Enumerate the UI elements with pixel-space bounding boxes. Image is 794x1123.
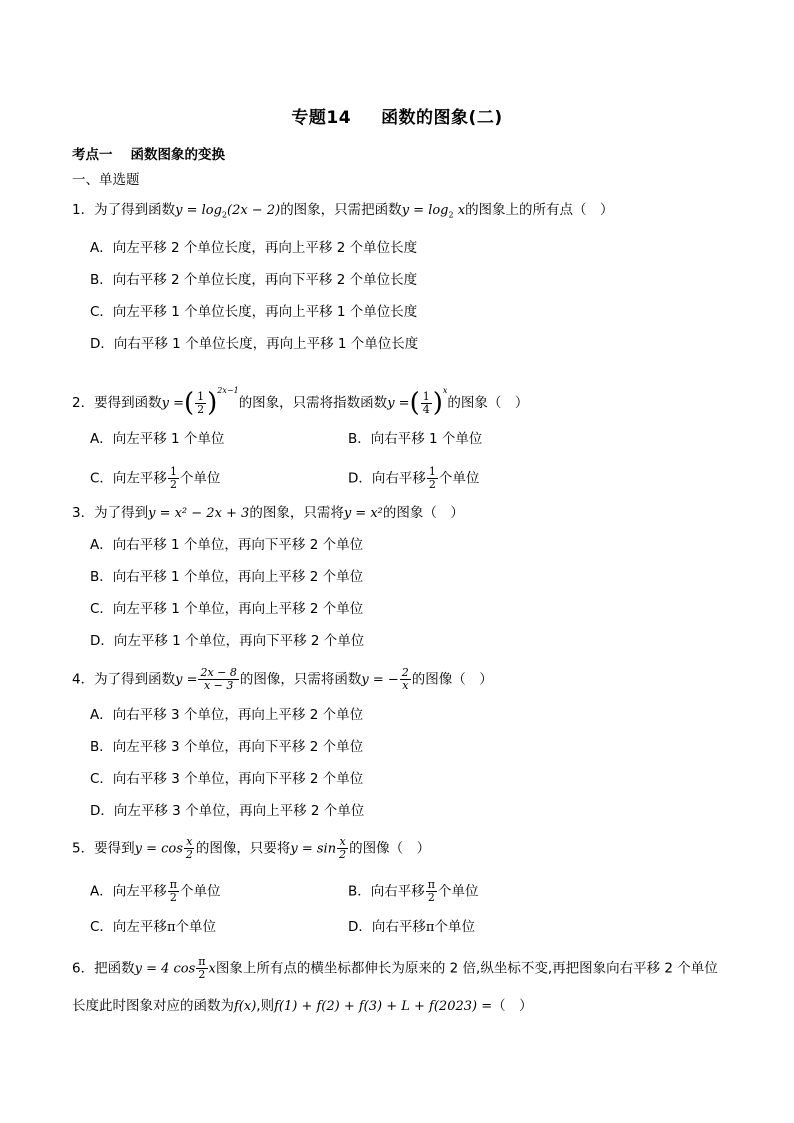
q3-prefix: 3．为了得到 [72,505,149,521]
q6-line-2-middle: ,则 [256,998,275,1014]
title-topic-number: 专题14 [291,108,352,128]
q4-lhs-2: y = − [361,672,399,688]
q2-fraction-2: $\frac{1}{4}$ [422,389,430,416]
q6-formula: y = 4 cos [134,961,196,977]
page-title [0,103,794,128]
q6-line-1-text: 图象上所有点的横坐标都伸长为原来的 2 倍,纵坐标不变,再把图象向右平移 2 个单位 [215,960,718,977]
question-3 [72,503,464,524]
q1-formula-2-base: 2 [448,210,454,220]
q5-option-d[interactable]: D．向右平移π个单位 [348,919,475,935]
question-1 [72,200,614,226]
q6-line-2-prefix: 长度此时图象对应的函数为 [72,998,234,1014]
question-4 [72,667,493,692]
q5-lhs-2: y = sin [290,841,337,857]
q5-prefix: 5．要得到 [72,840,135,857]
question-5 [72,836,430,861]
subsection-heading: 一、单选题 [72,172,140,188]
section-heading [72,145,225,165]
q4-middle: 的图像，只需将函数 [239,671,362,688]
q2-option-b[interactable]: B．向右平移 1 个单位 [348,431,483,447]
q1-option-a[interactable]: A．向左平移 2 个单位长度，再向上平移 2 个单位长度 [90,240,418,256]
q3-option-a[interactable]: A．向右平移 1 个单位，再向下平移 2 个单位 [90,537,364,553]
q4-option-d[interactable]: D．向左平移 3 个单位，再向上平移 2 个单位 [90,803,365,819]
q5-option-c[interactable]: C．向左平移π个单位 [90,919,216,935]
q5-fraction-1: $\frac{x}{2}$ [185,835,193,861]
q6-sum-expression: f(1) + f(2) + f(3) + L + f(2023) = [274,999,493,1014]
q1-formula-1-base: 2 [221,210,227,220]
section-label: 考点一 [72,147,113,163]
q6-function-name: f(x) [234,999,257,1014]
q2-option-c[interactable]: C．向左平移 $\frac{1}{2}$ 个单位 [90,465,221,491]
q1-suffix: 的图象上的所有点（ ） [465,202,614,218]
q3-option-d[interactable]: D．向左平移 1 个单位，再向下平移 2 个单位 [90,633,365,649]
q1-middle: 的图象，只需把函数 [280,202,402,218]
q2-exponent-1: 2x−1 [217,386,239,395]
q4-option-b[interactable]: B．向左平移 3 个单位，再向下平移 2 个单位 [90,739,364,755]
q2-prefix: 2．要得到函数 [72,395,162,411]
q2-fraction-1: $\frac{1}{2}$ [197,389,205,416]
question-2: 2．要得到函数y =( $\frac{1}{2}$ )$^{2x-1}$的图象，只需将指数函数y =( $\frac{1}{4}$ )$^x$的图象（ ） [72,386,529,418]
q2-option-a[interactable]: A．向左平移 1 个单位 [90,431,225,447]
q1-formula-1: y = log [175,203,222,218]
q1-option-b[interactable]: B．向右平移 2 个单位长度，再向下平移 2 个单位长度 [90,272,418,288]
q4-prefix: 4．为了得到函数 [72,671,176,688]
q3-middle: 的图象，只需将 [249,505,344,521]
q4-option-c[interactable]: C．向右平移 3 个单位，再向下平移 2 个单位 [90,771,364,787]
q4-fraction-2: $\frac{2}{x}$ [401,666,409,692]
q1-formula-2-arg: x [453,203,466,218]
q5-middle: 的图像，只要将 [195,840,291,857]
q3-formula-1: y = x² − 2x + 3 [148,506,250,521]
q4-fraction-1: $\frac{2x - 8}{x - 3}$ [200,666,237,692]
q4-option-a[interactable]: A．向右平移 3 个单位，再向上平移 2 个单位 [90,707,364,723]
q2-suffix: 的图象（ ） [447,395,529,411]
q4-suffix: 的图像（ ） [411,671,493,688]
q3-suffix: 的图象（ ） [382,505,464,521]
q6-suffix: （ ） [492,998,533,1014]
question-6-line-2 [72,996,533,1017]
title-topic-name: 函数的图象(二) [381,108,503,128]
q5-fraction-2: $\frac{x}{2}$ [339,835,347,861]
q5-option-a[interactable]: A．向左平移 $\frac{\pi}{2}$ 个单位 [90,878,221,904]
q6-prefix: 6．把函数 [72,960,135,977]
q2-exponent-2: x [442,386,448,395]
q1-formula-1-arg: (2x − 2) [227,203,281,218]
q2-lhs-1: y = [161,396,184,411]
q3-option-b[interactable]: B．向右平移 1 个单位，再向上平移 2 个单位 [90,569,364,585]
q6-fraction: $\frac{\pi}{2}$ [198,955,206,981]
q2-lhs-2: y = [387,396,410,411]
q6-variable: x [208,961,216,977]
q2-middle: 的图象，只需将指数函数 [238,395,388,411]
q3-formula-2: y = x² [343,506,383,521]
q4-lhs-1: y = [175,672,198,688]
q1-prefix: 1．为了得到函数 [72,202,176,218]
q1-option-c[interactable]: C．向左平移 1 个单位长度，再向上平移 1 个单位长度 [90,304,418,320]
q1-option-d[interactable]: D．向右平移 1 个单位长度，再向上平移 1 个单位长度 [90,336,419,352]
question-6-line-1 [72,956,718,981]
q5-lhs-1: y = cos [134,841,183,857]
q1-formula-2: y = log [401,203,449,218]
q5-suffix: 的图像（ ） [349,840,431,857]
q5-option-b[interactable]: B．向右平移 $\frac{\pi}{2}$ 个单位 [348,878,479,904]
q2-option-d[interactable]: D．向右平移 $\frac{1}{2}$ 个单位 [348,465,480,491]
section-name: 函数图象的变换 [130,147,225,163]
q3-option-c[interactable]: C．向左平移 1 个单位，再向上平移 2 个单位 [90,601,364,617]
